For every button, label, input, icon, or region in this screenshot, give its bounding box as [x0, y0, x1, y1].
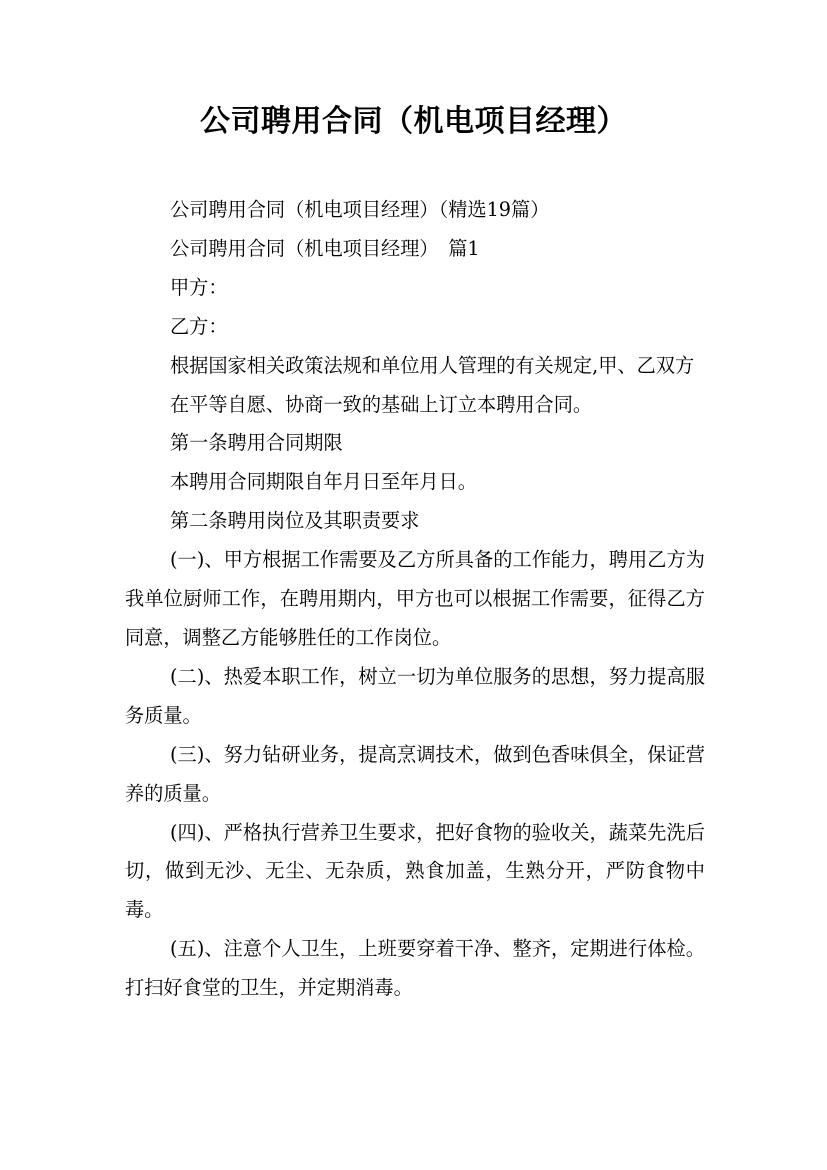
document-body — [125, 191, 705, 1008]
paragraph-article-2-heading: 第二条聘用岗位及其职责要求 — [170, 509, 420, 533]
paragraph-party-a: 甲方： — [170, 275, 228, 299]
paragraph-article-1-term: 本聘用合同期限自年月日至年月日。 — [170, 470, 477, 494]
paragraph-clause-4: (四)、严格执行营养卫生要求，把好食物的验收关，蔬菜先洗后切，做到无沙、无尘、无杂质，熟食加盖，生熟分开，严防食物中毒。 — [125, 820, 705, 922]
paragraph-article-1-heading: 第一条聘用合同期限 — [170, 431, 343, 455]
paragraph-clause-5: (五)、注意个人卫生，上班要穿着干净、整齐，定期进行体检。打扫好食堂的卫生，并定期消毒。 — [125, 937, 705, 1000]
paragraph-clause-2: (二)、热爱本职工作，树立一切为单位服务的思想，努力提高服务质量。 — [125, 664, 705, 727]
paragraph-preamble-continued: 在平等自愿、协商一致的基础上订立本聘用合同。 — [170, 392, 593, 416]
paragraph-clause-3: (三)、努力钻研业务，提高烹调技术，做到色香味俱全，保证营养的质量。 — [125, 742, 705, 805]
paragraph-party-b: 乙方： — [170, 314, 228, 338]
paragraph-section-heading: 公司聘用合同（机电项目经理） 篇1 — [170, 236, 480, 260]
paragraph-subtitle: 公司聘用合同（机电项目经理）（精选19篇） — [170, 198, 550, 221]
document-title: 公司聘用合同（机电项目经理） — [200, 104, 627, 139]
paragraph-preamble: 根据国家相关政策法规和单位用人管理的有关规定,甲、乙双方 — [170, 353, 695, 377]
paragraph-clause-1: (一)、甲方根据工作需要及乙方所具备的工作能力，聘用乙方为我单位厨师工作，在聘用期内，甲方也可以根据工作需要，征得乙方同意，调整乙方能够胜任的工作岗位。 — [125, 548, 705, 649]
